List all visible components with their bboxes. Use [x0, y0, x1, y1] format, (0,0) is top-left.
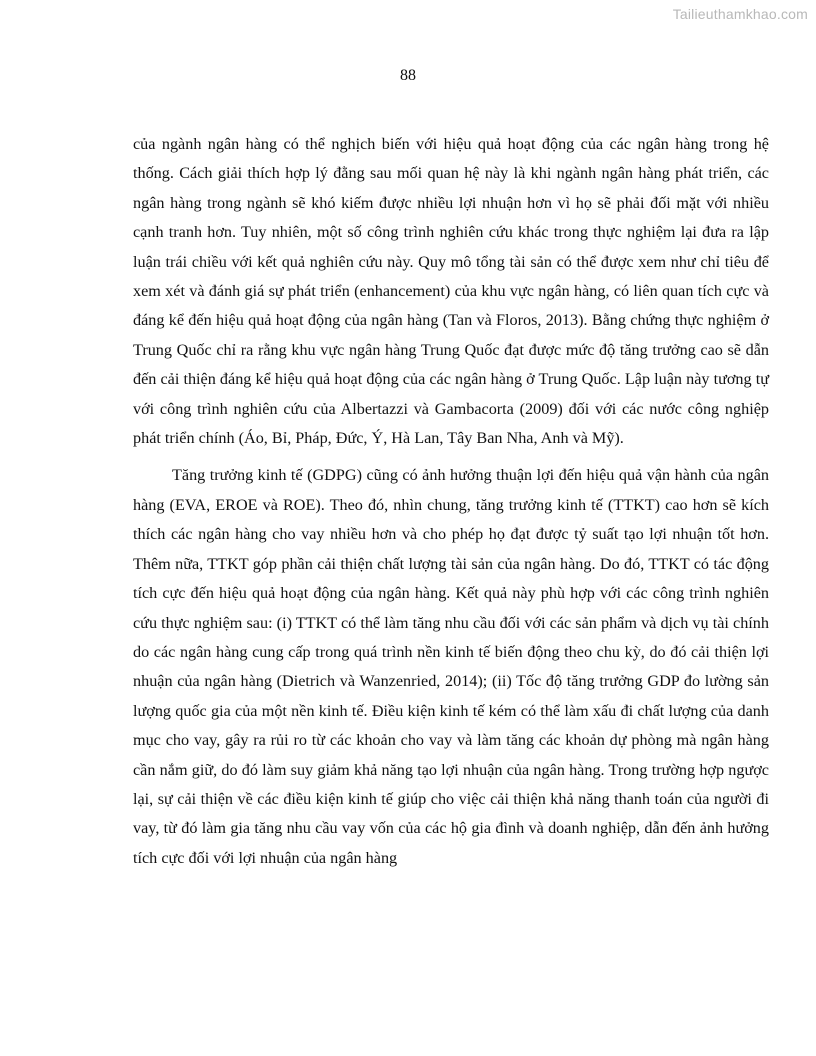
paragraph-2: Tăng trưởng kinh tế (GDPG) cũng có ảnh hưởng thuận lợi đến hiệu quả vận hành của ngân hàng (EVA, EROE và ROE). Theo đó, nhìn chung, tăng trưởng kinh tế (TTKT) cao hơn sẽ kích thích các ngân hàng cho vay nhiều hơn và cho phép họ đạt được tỷ suất tạo lợi nhuận tốt hơn. Thêm nữa, TTKT góp phần cải thiện chất lượng tài sản của ngân hàng. Do đó, TTKT có tác động tích cực đến hiệu quả hoạt động của ngân hàng. Kết quả này phù hợp với các công trình nghiên cứu thực nghiệm sau: (i) TTKT có thể làm tăng nhu cầu đối với các sản phẩm và dịch vụ tài chính do các ngân hàng cung cấp trong quá trình nền kinh tế biến động theo chu kỳ, do đó cải thiện lợi nhuận của ngân hàng (Dietrich và Wanzenried, 2014); (ii) Tốc độ tăng trưởng GDP đo lường sản lượng quốc gia của một nền kinh tế. Điều kiện kinh tế kém có thể làm xấu đi chất lượng của danh mục cho vay, gây ra rủi ro từ các khoản cho vay và làm tăng các khoản dự phòng mà ngân hàng cần nắm giữ, do đó làm suy giảm khả năng tạo lợi nhuận của ngân hàng. Trong trường hợp ngược lại, sự cải thiện về các điều kiện kinh tế giúp cho việc cải thiện khả năng thanh toán của người đi vay, từ đó làm gia tăng nhu cầu vay vốn của các hộ gia đình và doanh nghiệp, dẫn đến ảnh hưởng tích cực đối với lợi nhuận của ngân hàng — [133, 466, 769, 867]
paragraph-1: của ngành ngân hàng có thể nghịch biến với hiệu quả hoạt động của các ngân hàng trong hệ thống. Cách giải thích hợp lý đằng sau mối quan hệ này là khi ngành ngân hàng phát triển, các ngân hàng trong ngành sẽ khó kiếm được nhiều lợi nhuận hơn vì họ sẽ phải đối mặt với nhiều cạnh tranh hơn. Tuy nhiên, một số công trình nghiên cứu khác trong thực nghiệm lại đưa ra lập luận trái chiều với kết quả nghiên cứu này. Quy mô tổng tài sản có thể được xem như chỉ tiêu để xem xét và đánh giá sự phát triển (enhancement) của khu vực ngân hàng, có liên quan tích cực và đáng kể đến hiệu quả hoạt động của ngân hàng (Tan và Floros, 2013). Bằng chứng thực nghiệm ở Trung Quốc chỉ ra rằng khu vực ngân hàng Trung Quốc đạt được mức độ tăng trưởng cao sẽ dẫn đến cải thiện đáng kể hiệu quả hoạt động của các ngân hàng ở Trung Quốc. Lập luận này tương tự với công trình nghiên cứu của Albertazzi và Gambacorta (2009) đối với các nước công nghiệp phát triển chính (Áo, Bỉ, Pháp, Đức, Ý, Hà Lan, Tây Ban Nha, Anh và Mỹ). — [133, 135, 769, 448]
document-body — [133, 130, 769, 873]
page-number: 88 — [400, 67, 416, 84]
watermark-text: Tailieuthamkhao.com — [672, 6, 808, 22]
